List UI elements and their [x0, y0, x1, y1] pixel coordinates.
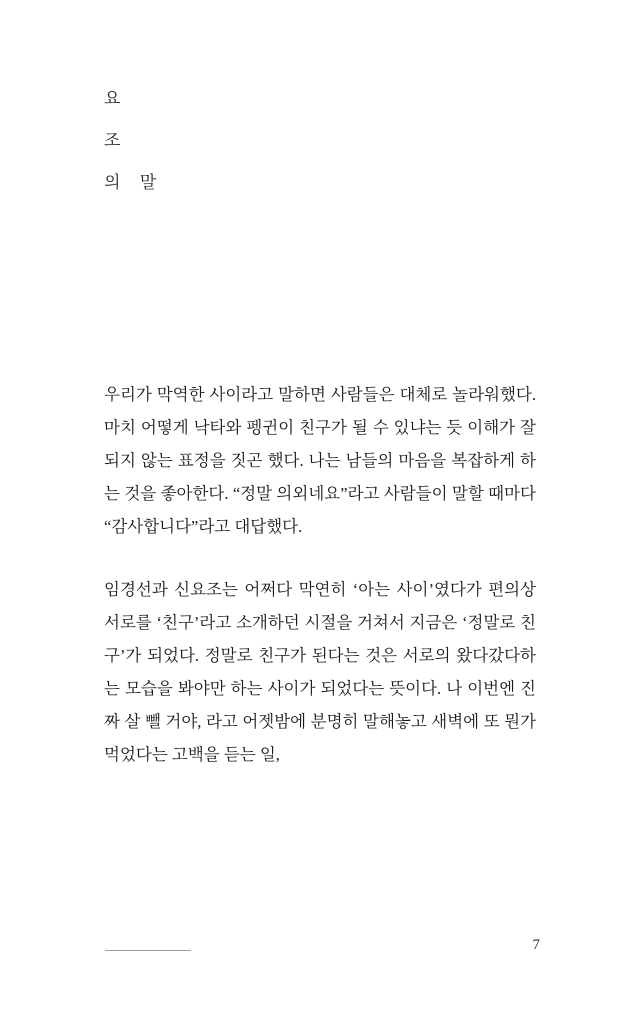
heading-line-3: 의 말	[104, 173, 157, 192]
body-text	[104, 378, 536, 771]
page-number: 7	[532, 937, 540, 953]
chapter-heading	[104, 78, 304, 204]
paragraph-1: 우리가 막역한 사이라고 말하면 사람들은 대체로 놀라워했다. 마치 어떻게 낙타와 펭귄이 친구가 될 수 있냐는 듯 이해가 잘 되지 않는 표정을 짓곤 했다. 나는 남들의 마음을 복잡하게 하는 것을 좋아한다. “정말 의외네요”라고 사람들이 말할 때마다 “감사합니다”라고 대답했다.	[104, 385, 536, 536]
heading-line-2: 조	[104, 131, 121, 150]
heading-line-1: 요	[104, 89, 121, 108]
footer-rule	[105, 950, 191, 951]
paragraph-2: 임경선과 신요조는 어쩌다 막연히 ‘아는 사이’였다가 편의상 서로를 ‘친구’라고 소개하던 시절을 거쳐서 지금은 ‘정말로 친구’가 되었다. 정말로 친구가 된다는 것은 서로의 왔다갔다하는 모습을 봐야만 하는 사이가 되었다는 뜻이다. 나 이번엔 진짜 살 뺄 거야, 라고 어젯밤에 분명히 말해놓고 새벽에 또 뭔가 먹었다는 고백을 듣는 일,	[104, 580, 536, 764]
